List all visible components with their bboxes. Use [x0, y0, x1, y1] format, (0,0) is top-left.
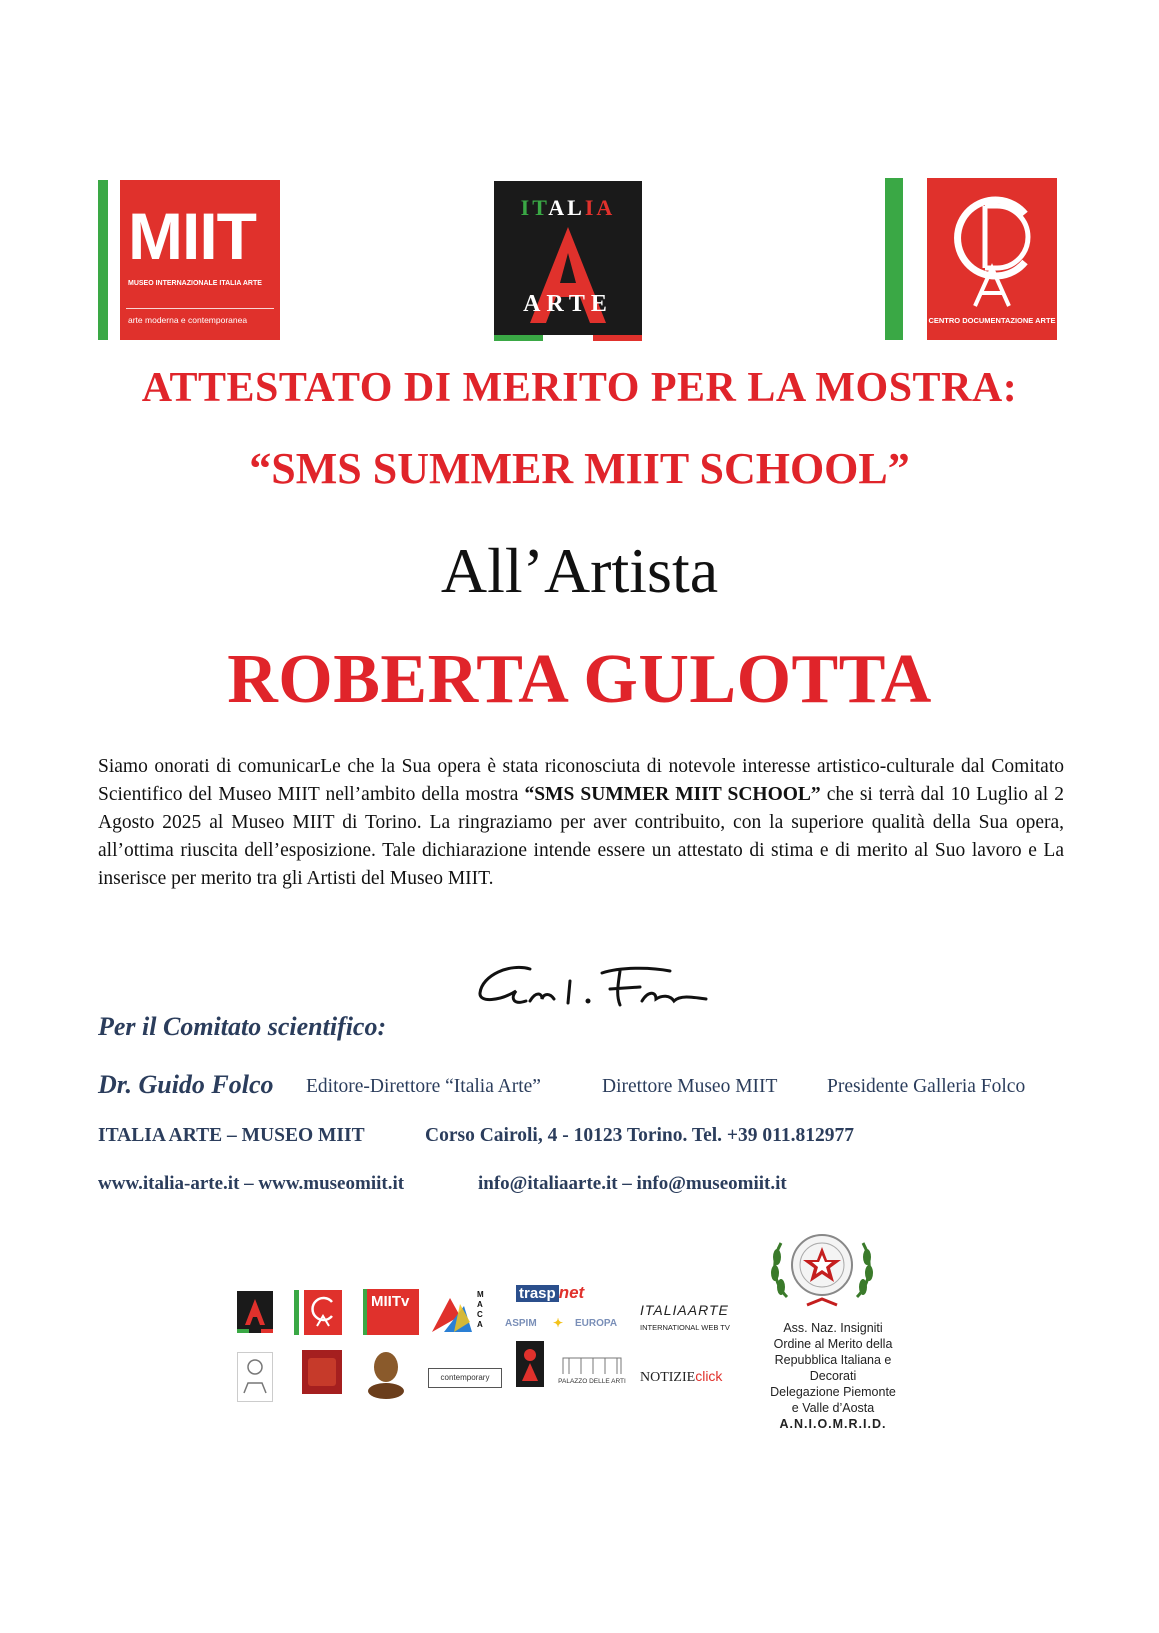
signer-role-editor: Editore-Direttore “Italia Arte” [306, 1076, 541, 1097]
italia-arte-logo-top: ITALIA [520, 195, 616, 220]
partner-logo-portrait [366, 1347, 406, 1399]
signer-role-president: Presidente Galleria Folco [827, 1076, 1026, 1097]
cda-monogram-icon [294, 1290, 342, 1335]
cda-logo-box [927, 178, 1057, 340]
portrait-icon [366, 1347, 406, 1399]
miit-logo-tagline: arte moderna e contemporanea [128, 315, 248, 325]
palazzo-icon [555, 1348, 629, 1378]
divider [126, 308, 274, 309]
artist-name: ROBERTA GULOTTA [227, 641, 932, 718]
certificate-body: Siamo onorati di comunicarLe che la Sua opera è stata riconosciuta di notevole interesse artistico-culturale dal Comitato Scientifico del Museo MIIT nell’ambito della mostra “SMS SUMMER MIIT SCHOOL” che si terrà dal 10 Luglio al 2 Agosto 2025 al Museo MIIT di Torino. La ringraziamo per aver contribuito, con la superiore qualità della Sua opera, all’ottima riuscita dell’esposizione. Tale dichiarazione intende essere un attestato di stima e di merito al Suo lavoro e La inserisce per merito tra gli Artisti del Museo MIIT. [98, 756, 1064, 889]
sketch-figure-icon [238, 1353, 272, 1401]
italia-arte-logo [494, 181, 642, 341]
miit-logo-box [120, 180, 280, 340]
partner-logo-aspim-europa: ASPIM ✦ EUROPA [505, 1318, 618, 1330]
email-addresses: info@italiaarte.it – info@museomiit.it [478, 1173, 787, 1194]
organization-address: Corso Cairoli, 4 - 10123 Torino. Tel. +39 011.812977 [425, 1125, 854, 1146]
cda-monogram-icon [927, 178, 1057, 313]
websites: www.italia-arte.it – www.museomiit.it [98, 1173, 405, 1194]
organization-name: ITALIA ARTE – MUSEO MIIT [98, 1125, 365, 1146]
partner-logo-cudi [237, 1352, 273, 1402]
green-bar [98, 180, 108, 340]
partner-logo-italiaarte-tv: ITALIAARTE [640, 1302, 729, 1318]
aniomrid-seal-icon [767, 1227, 877, 1319]
italia-arte-logo-bottom: ARTE [523, 291, 613, 317]
partner-logo-italia-arte [237, 1291, 273, 1333]
signer-role-director: Direttore Museo MIIT [602, 1076, 778, 1097]
exhibition-title: “SMS SUMMER MIIT SCHOOL” [249, 444, 910, 493]
green-bar [885, 178, 903, 340]
partner-logo-miit-tv: MIITv [363, 1289, 419, 1335]
italia-arte-logo-box [494, 181, 642, 335]
miit-logo-name: MIIT [128, 199, 256, 273]
cda-logo [885, 178, 1057, 340]
aniomrid-caption: Ass. Naz. Insigniti Ordine al Merito della Repubblica Italiana e Decorati Delegazione Piemonte e Valle d’Aosta A.N.I.O.M.R.I.D. [770, 1321, 896, 1431]
partner-logo-web-tv: INTERNATIONAL WEB TV [640, 1323, 730, 1332]
partner-logo-trasp-net: trasp net [516, 1283, 610, 1305]
handwritten-signature [470, 955, 750, 1025]
letter-a-icon [237, 1291, 273, 1333]
signer-name: Dr. Guido Folco [98, 1070, 274, 1099]
to-artist-label: All’Artista [440, 535, 719, 606]
partner-logo-notizie-click: NOTIZIEclick [640, 1368, 723, 1385]
partner-logo-palazzo-arti: PALAZZO DELLE ARTI [555, 1348, 629, 1392]
miit-logo-subtitle: MUSEO INTERNAZIONALE ITALIA ARTE [128, 280, 262, 287]
partner-logo-contemporary: contemporary [428, 1368, 502, 1388]
red-figure-icon [516, 1341, 544, 1387]
certificate-title: ATTESTATO DI MERITO PER LA MOSTRA: [141, 365, 1018, 411]
partner-logo-red-figure [516, 1341, 544, 1387]
partner-logo-cda [294, 1290, 342, 1335]
maca-shapes-icon [430, 1292, 474, 1336]
cda-logo-caption: CENTRO DOCUMENTAZIONE ARTE [928, 316, 1056, 325]
miit-logo [98, 180, 280, 340]
partner-logo-maca: MACA [430, 1288, 488, 1340]
tricolor-stripe [494, 335, 642, 341]
partner-logo-gallery [302, 1350, 342, 1394]
committee-label: Per il Comitato scientifico: [98, 1012, 387, 1041]
star-ring-icon: ✦ [553, 1318, 564, 1330]
